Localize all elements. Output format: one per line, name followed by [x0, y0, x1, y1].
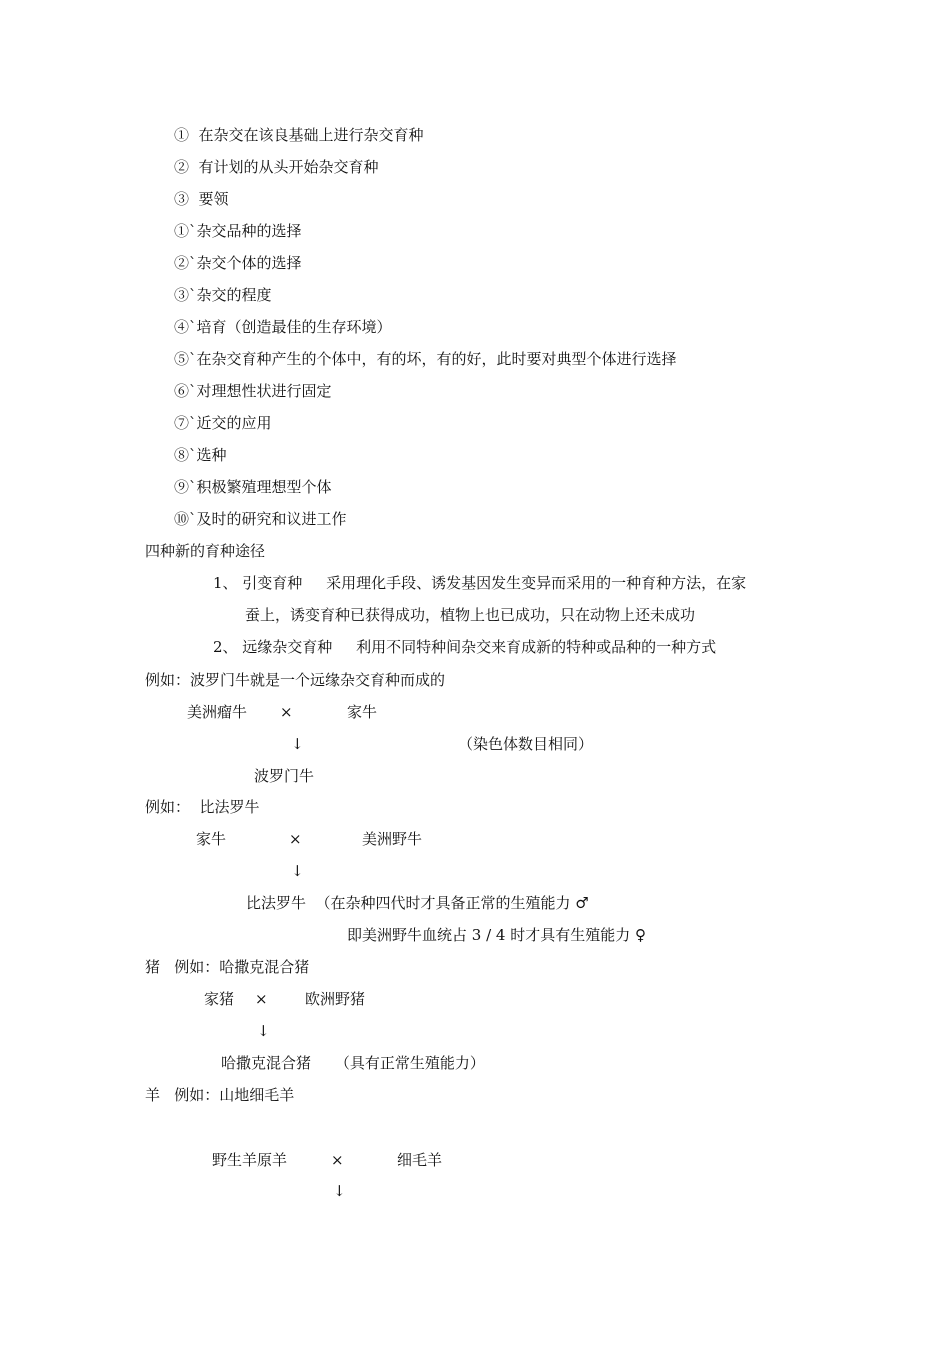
text-line: ③ 要领	[174, 190, 229, 208]
text-line: 例如：波罗门牛就是一个远缘杂交育种而成的	[145, 671, 446, 689]
cross-symbol: ×	[331, 1151, 344, 1169]
cross-parent-right: 美洲野牛	[362, 830, 423, 848]
cross-offspring: 比法罗牛 （在杂种四代时才具备正常的生殖能力 ♂	[246, 894, 589, 912]
cross-note: （染色体数目相同）	[458, 735, 594, 753]
text-line: ①`杂交品种的选择	[174, 222, 302, 240]
down-arrow: ↓	[333, 1182, 346, 1200]
down-arrow: ↓	[291, 735, 304, 753]
down-arrow: ↓	[291, 862, 304, 880]
text-line: ⑧`选种	[174, 446, 227, 464]
cross-symbol: ×	[280, 703, 293, 721]
text-line: ⑤`在杂交育种产生的个体中，有的坏，有的好，此时要对典型个体进行选择	[174, 350, 677, 368]
text-line: 例如： 比法罗牛	[145, 798, 260, 816]
down-arrow: ↓	[257, 1022, 270, 1040]
section-heading: 四种新的育种途径	[145, 542, 266, 560]
text-line: 猪 例如：哈撒克混合猪	[145, 958, 310, 976]
text-line: 2、 远缘杂交育种 利用不同特种间杂交来育成新的特种或品种的一种方式	[213, 638, 717, 656]
cross-parent-right: 家牛	[347, 703, 378, 721]
cross-note: 即美洲野牛血统占 3 / 4 时才具有生殖能力 ♀	[347, 926, 646, 944]
cross-parent-left: 美洲瘤牛	[187, 703, 248, 721]
cross-parent-right: 细毛羊	[397, 1151, 443, 1169]
text-line: ④`培育（创造最佳的生存环境）	[174, 318, 392, 336]
cross-symbol: ×	[289, 830, 302, 848]
text-line: 羊 例如：山地细毛羊	[145, 1086, 295, 1104]
cross-symbol: ×	[255, 990, 268, 1008]
text-line: ⑩`及时的研究和议进工作	[174, 510, 347, 528]
text-line: ② 有计划的从头开始杂交育种	[174, 158, 379, 176]
cross-parent-right: 欧洲野猪	[305, 990, 366, 1008]
text-line: 1、 引变育种 采用理化手段、诱发基因发生变异而采用的一种育种方法，在家	[213, 574, 747, 592]
cross-parent-left: 野生羊原羊	[212, 1151, 288, 1169]
text-line: ③`杂交的程度	[174, 286, 272, 304]
cross-offspring: 哈撒克混合猪 （具有正常生殖能力）	[221, 1054, 485, 1072]
text-line: ⑦`近交的应用	[174, 414, 272, 432]
cross-parent-left: 家猪	[204, 990, 235, 1008]
text-line: ②`杂交个体的选择	[174, 254, 302, 272]
cross-parent-left: 家牛	[196, 830, 227, 848]
text-line: 蚕上，诱变育种已获得成功，植物上也已成功，只在动物上还未成功	[245, 606, 696, 624]
cross-offspring: 波罗门牛	[254, 767, 315, 785]
text-line: ① 在杂交在该良基础上进行杂交育种	[174, 126, 424, 144]
text-line: ⑨`积极繁殖理想型个体	[174, 478, 332, 496]
text-line: ⑥`对理想性状进行固定	[174, 382, 332, 400]
